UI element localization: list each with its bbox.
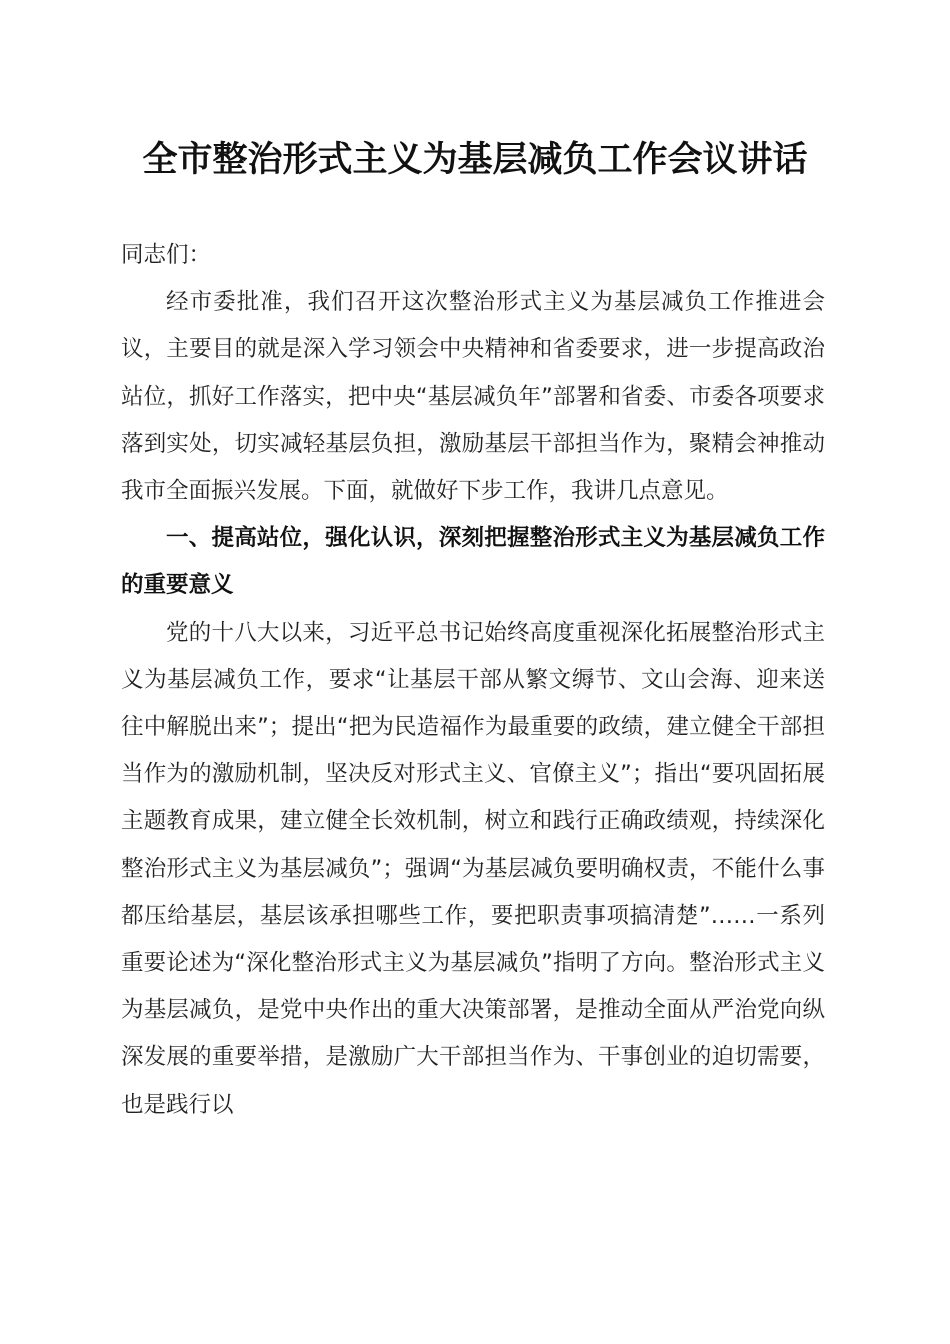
- intro-paragraph: 经市委批准，我们召开这次整治形式主义为基层减负工作推进会议，主要目的就是深入学习领会中央精神和省委要求，进一步提高政治站位，抓好工作落实，把中央“基层减负年”部署和省委、市委各项要求落到实处，切实减轻基层负担，激励基层干部担当作为，聚精会神推动我市全面振兴发展。下面，就做好下步工作，我讲几点意见。: [121, 289, 825, 505]
- document-title: 全市整治形式主义为基层减负工作会议讲话: [142, 139, 808, 180]
- salutation: 同志们：: [121, 242, 212, 268]
- document-body: [121, 232, 825, 1129]
- section-heading: 一、提高站位，强化认识，深刻把握整治形式主义为基层减负工作的重要意义: [121, 525, 825, 599]
- section-paragraph: 党的十八大以来，习近平总书记始终高度重视深化拓展整治形式主义为基层减负工作，要求“让基层干部从繁文缛节、文山会海、迎来送往中解脱出来”；提出“把为民造福作为最重要的政绩，建立健全干部担当作为的激励机制，坚决反对形式主义、官僚主义”；指出“要巩固拓展主题教育成果，建立健全长效机制，树立和践行正确政绩观，持续深化整治形式主义为基层减负”；强调“为基层减负要明确权责，不能什么事都压给基层，基层该承担哪些工作，要把职责事项搞清楚”……一系列重要论述为“深化整治形式主义为基层减负”指明了方向。整治形式主义为基层减负，是党中央作出的重大决策部署，是推动全面从严治党向纵深发展的重要举措，是激励广大干部担当作为、干事创业的迫切需要，也是践行以: [121, 619, 825, 1118]
